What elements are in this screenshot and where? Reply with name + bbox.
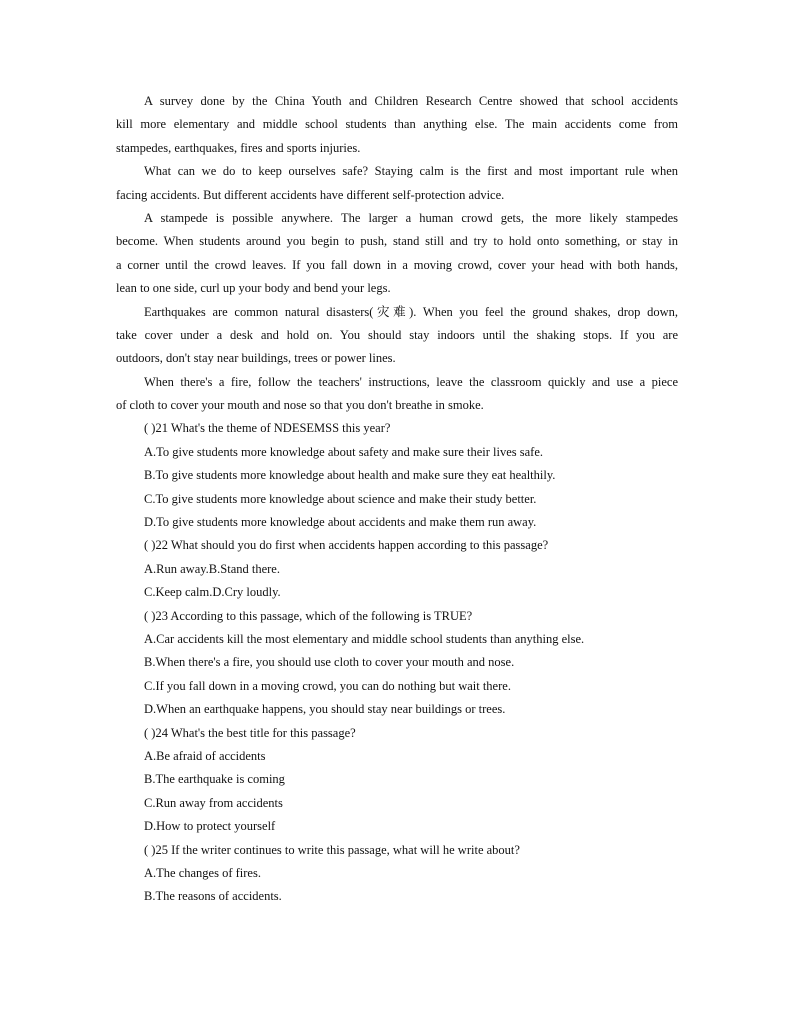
passage-paragraph	[116, 90, 678, 160]
passage-line: stampedes, earthquakes, fires and sports injuries.	[116, 140, 361, 155]
passage-line: take cover under a desk and hold on. You should stay indoors until the shaking stops. If you are	[116, 327, 678, 342]
question-stem: ( )21 What's the theme of NDESEMSS this year?	[144, 421, 391, 436]
answer-option: A.Be afraid of accidents	[144, 748, 266, 763]
question-23	[116, 605, 678, 722]
answer-option: A.Run away.B.Stand there.	[144, 561, 280, 576]
question-22	[116, 534, 678, 604]
question-24	[116, 722, 678, 839]
passage-paragraph	[116, 207, 678, 301]
passage-line: A survey done by the China Youth and Children Research Centre showed that school accidents	[144, 94, 678, 108]
answer-option: A.To give students more knowledge about safety and make sure their lives safe.	[144, 444, 544, 459]
question-stem: ( )23 According to this passage, which of the following is TRUE?	[144, 608, 473, 623]
question-25	[116, 839, 678, 909]
passage-line: a corner until the crowd leaves. If you fall down in a moving crowd, cover your head with both hands,	[116, 257, 678, 272]
answer-option: D.How to protect yourself	[144, 819, 276, 834]
answer-option: D.When an earthquake happens, you should stay near buildings or trees.	[144, 702, 506, 717]
passage-line: kill more elementary and middle school students than anything else. The main accidents come from	[116, 117, 678, 132]
passage-line: facing accidents. But different accidents have different self-protection advice.	[116, 187, 505, 202]
passage-line: lean to one side, curl up your body and bend your legs.	[116, 281, 391, 296]
passage-line: of cloth to cover your mouth and nose so that you don't breathe in smoke.	[116, 398, 484, 413]
passage-line: Earthquakes are common natural disasters(灾难). When you feel the ground shakes, drop down,	[144, 304, 678, 319]
passage-paragraph	[116, 371, 678, 418]
answer-option: A.The changes of fires.	[144, 865, 261, 880]
answer-option: C.To give students more knowledge about science and make their study better.	[144, 491, 537, 506]
question-stem: ( )22 What should you do first when accidents happen according to this passage?	[144, 538, 549, 553]
passage-paragraph	[116, 301, 678, 371]
answer-option: C.Run away from accidents	[144, 795, 283, 810]
answer-option: B.The earthquake is coming	[144, 772, 285, 787]
passage-paragraph	[116, 160, 678, 207]
passage-line: A stampede is possible anywhere. The larger a human crowd gets, the more likely stampedes	[144, 210, 678, 225]
question-21	[116, 417, 678, 534]
question-stem: ( )24 What's the best title for this passage?	[144, 725, 356, 740]
passage-line: become. When students around you begin to push, stand still and try to hold onto something, or stay in	[116, 234, 678, 249]
passage-line: outdoors, don't stay near buildings, trees or power lines.	[116, 351, 396, 366]
answer-option: C.If you fall down in a moving crowd, you can do nothing but wait there.	[144, 678, 511, 693]
answer-option: B.When there's a fire, you should use cloth to cover your mouth and nose.	[144, 655, 515, 670]
passage-line: What can we do to keep ourselves safe? Staying calm is the first and most important rule when	[144, 164, 678, 179]
answer-option: A.Car accidents kill the most elementary and middle school students than anything else.	[144, 631, 585, 646]
question-stem: ( )25 If the writer continues to write this passage, what will he write about?	[144, 842, 520, 857]
answer-option: D.To give students more knowledge about accidents and make them run away.	[144, 515, 537, 530]
answer-option: B.The reasons of accidents.	[144, 889, 282, 904]
document-content	[116, 90, 678, 909]
passage-line: When there's a fire, follow the teachers' instructions, leave the classroom quickly and use a piece	[144, 374, 678, 389]
answer-option: B.To give students more knowledge about health and make sure they eat healthily.	[144, 468, 556, 483]
answer-option: C.Keep calm.D.Cry loudly.	[144, 585, 281, 600]
